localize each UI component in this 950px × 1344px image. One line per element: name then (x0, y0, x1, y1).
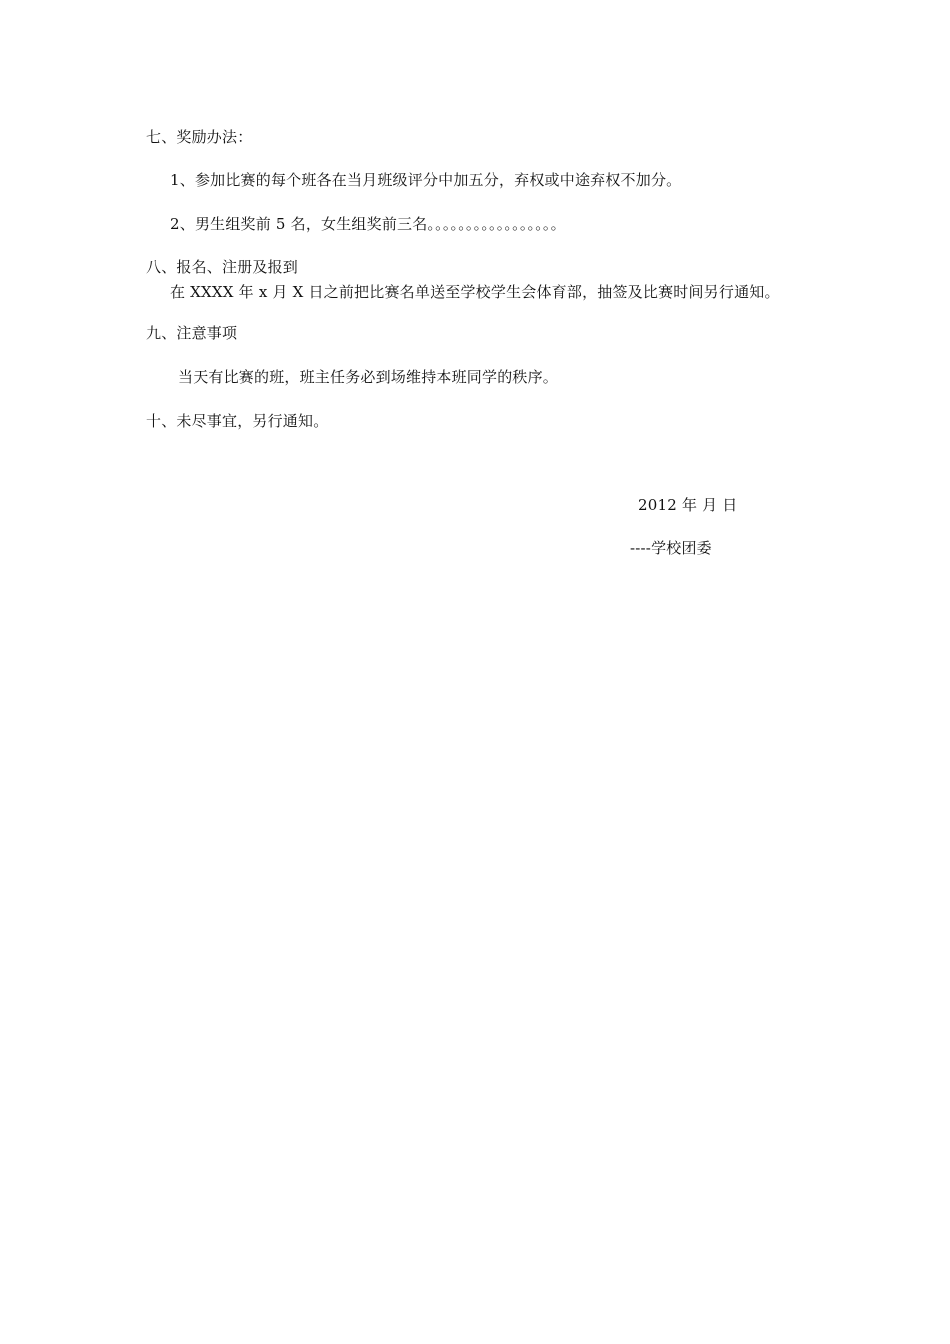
section-7-item-2: 2、男生组奖前 5 名，女生组奖前三名。。。。。。。。。。。。。。。。。 (170, 215, 566, 233)
signature-date: 2012 年 月 日 (638, 496, 738, 514)
section-9-body: 当天有比赛的班，班主任务必到场维持本班同学的秩序。 (178, 368, 559, 386)
signature-issuer: ----学校团委 (630, 539, 712, 557)
section-8-body: 在 XXXX 年 x 月 X 日之前把比赛名单送至学校学生会体育部，抽签及比赛时间另行通知。 (170, 283, 780, 301)
section-8-heading: 八、报名、注册及报到 (146, 258, 299, 276)
section-7-item-1: 1、参加比赛的每个班各在当月班级评分中加五分，弃权或中途弃权不加分。 (170, 171, 682, 189)
section-9-heading: 九、注意事项 (146, 324, 238, 342)
section-10-heading: 十、未尽事宜，另行通知。 (146, 412, 329, 430)
section-7-heading: 七、奖励办法： (146, 128, 253, 146)
